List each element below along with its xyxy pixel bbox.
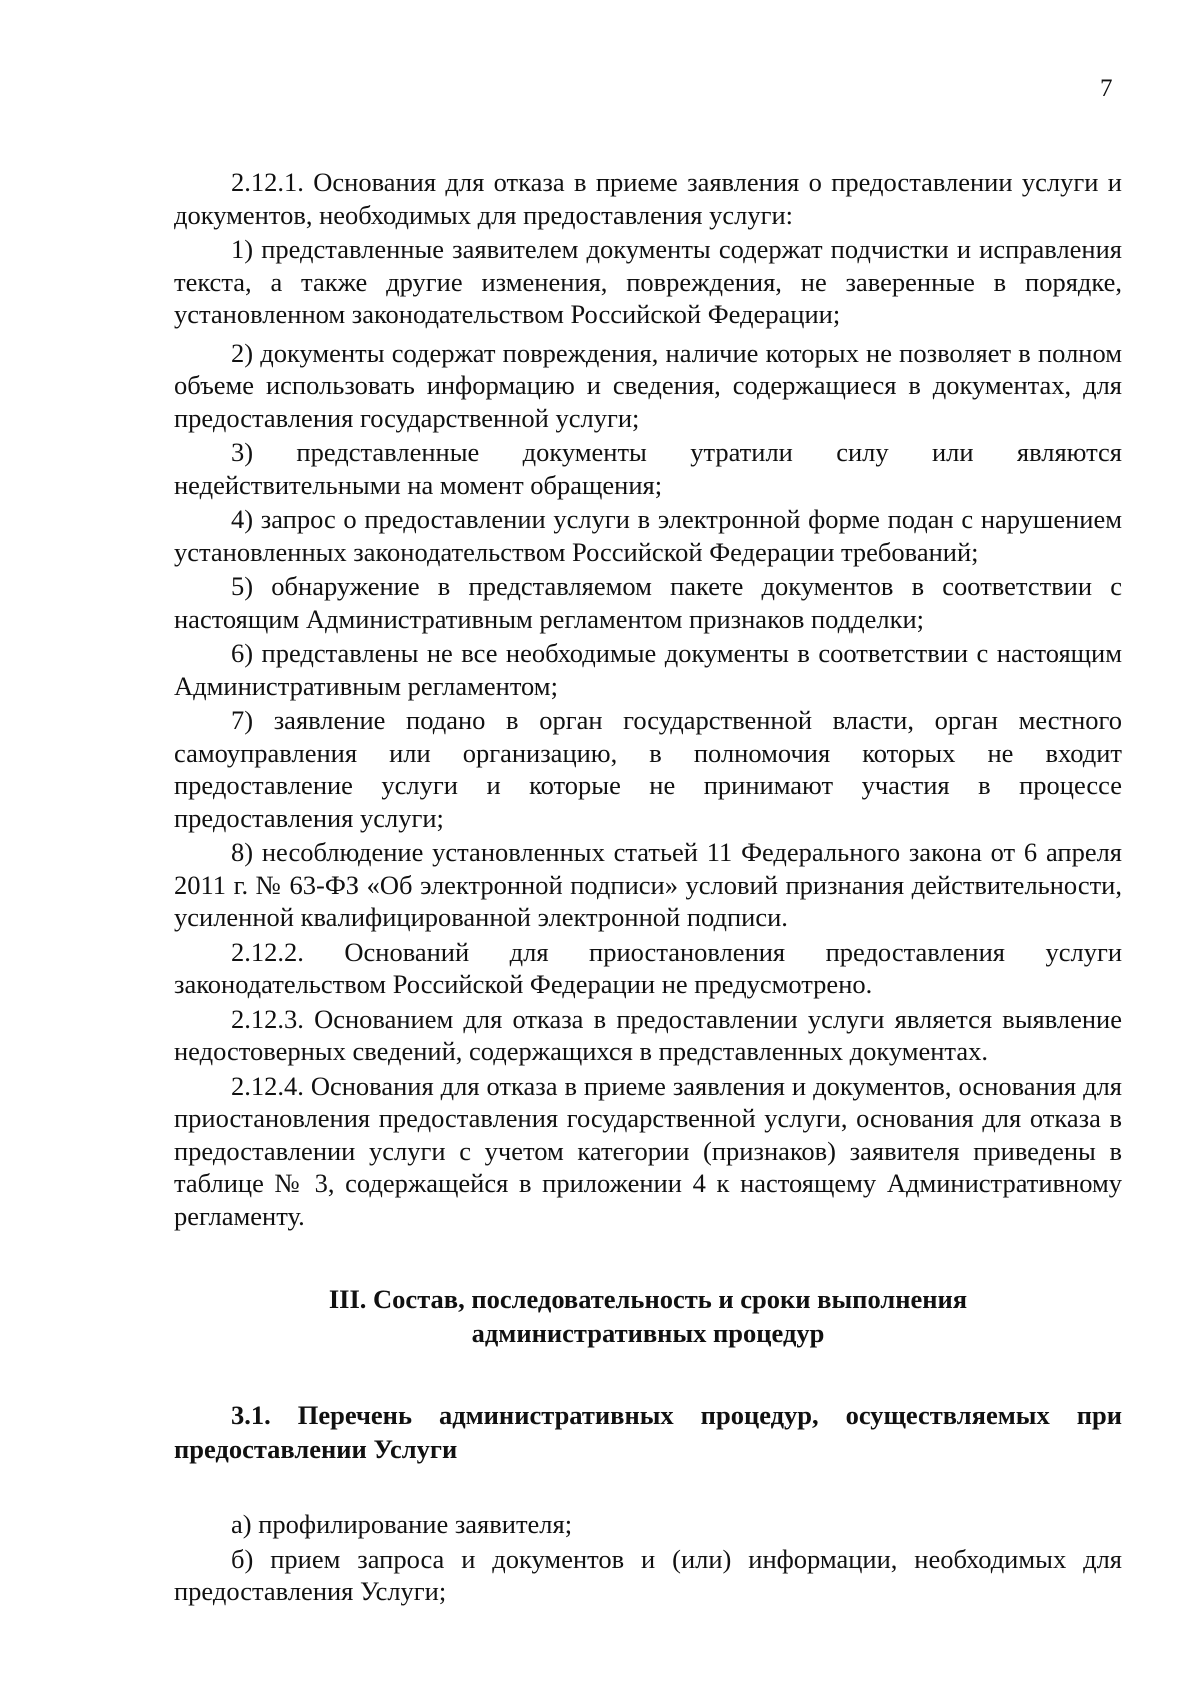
- list-item-1: 1) представленные заявителем документы содержат подчистки и исправления текста, а также другие изменения, повреждения, не заверенные в порядке, установленном законодательством Российской Федерации;: [174, 234, 1122, 329]
- list-item-8: 8) несоблюдение установленных статьей 11 Федерального закона от 6 апреля 2011 г. № 63-ФЗ «Об электронной подписи» условий признания действительности, усиленной квалифицированной электронной подписи.: [174, 837, 1122, 932]
- list-item-5: 5) обнаружение в представляемом пакете документов в соответствии с настоящим Административным регламентом признаков подделки;: [174, 571, 1122, 634]
- paragraph-2-12-3: 2.12.3. Основанием для отказа в предоставлении услуги является выявление недостоверных сведений, содержащихся в представленных документах.: [174, 1003, 1122, 1066]
- subsection-heading: 3.1. Перечень административных процедур, осуществляемых при предоставлении Услуги: [174, 1400, 1122, 1464]
- section-heading-line1: III. Состав, последовательность и сроки выполнения: [328, 1284, 968, 1314]
- section-heading-line2: административных процедур: [471, 1318, 825, 1348]
- list-item-4: 4) запрос о предоставлении услуги в электронной форме подан с нарушением установленных законодательством Российской Федерации требований;: [174, 504, 1122, 567]
- paragraph-2-12-4: 2.12.4. Основания для отказа в приеме заявления и документов, основания для приостановления предоставления государственной услуги, основания для отказа в предоставлении услуги с учетом категории (признаков) заявителя приведены в таблице № 3, содержащейся в приложении 4 к настоящему Административному регламенту.: [174, 1070, 1122, 1231]
- paragraph-2-12-2: 2.12.2. Оснований для приостановления предоставления услуги законодательством Российской Федерации не предусмотрено.: [174, 936, 1122, 999]
- page-number: 7: [1100, 75, 1113, 102]
- list-item-6: 6) представлены не все необходимые документы в соответствии с настоящим Административным регламентом;: [174, 638, 1122, 701]
- procedure-item-a: а) профилирование заявителя;: [231, 1509, 573, 1539]
- list-item-7: 7) заявление подано в орган государственной власти, орган местного самоуправления или организацию, в полномочия которых не входит предоставление услуги и которые не принимают участия в процессе предоставления услуги;: [174, 705, 1122, 833]
- document-body: [174, 166, 1122, 1608]
- procedure-item-b: б) прием запроса и документов и (или) информации, необходимых для предоставления Услуги;: [174, 1543, 1122, 1606]
- list-item-2: 2) документы содержат повреждения, наличие которых не позволяет в полном объеме использовать информацию и сведения, содержащиеся в документах, для предоставления государственной услуги;: [174, 337, 1122, 433]
- list-item-3: 3) представленные документы утратили силу или являются недействительными на момент обращения;: [174, 437, 1122, 500]
- section-heading: [174, 1282, 1122, 1350]
- paragraph-2-12-1: 2.12.1. Основания для отказа в приеме заявления о предоставлении услуги и документов, необходимых для предоставления услуги:: [174, 167, 1122, 230]
